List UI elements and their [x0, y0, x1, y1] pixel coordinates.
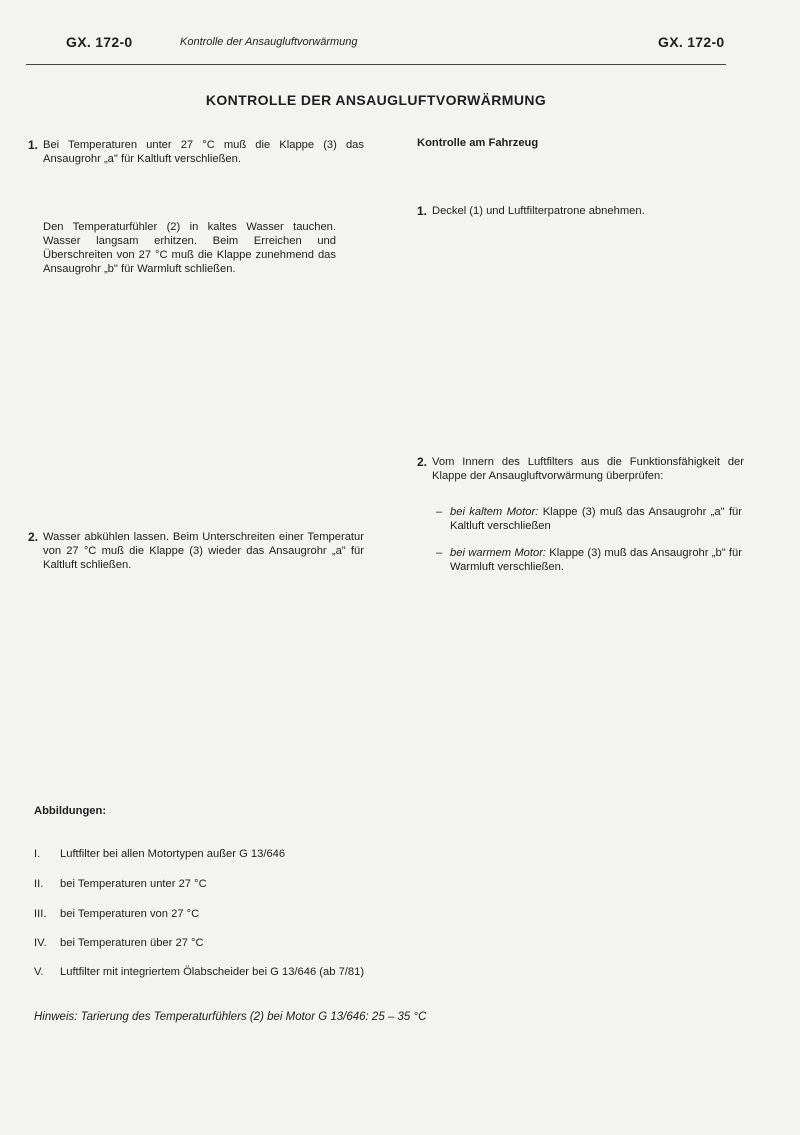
page-title: KONTROLLE DER ANSAUGLUFTVORWÄRMUNG: [205, 92, 547, 108]
right-step-2: [417, 455, 744, 483]
right-heading: Kontrolle am Fahrzeug: [417, 137, 539, 149]
right-step-1-number: 1.: [417, 204, 428, 218]
bullet-dash: –: [436, 547, 443, 559]
bullet-cold-label: bei kaltem Motor:: [450, 506, 539, 518]
hint-note: Hinweis: Tarierung des Temperaturfühlers (2) bei Motor G 13/646: 25 – 35 °C: [34, 1011, 427, 1023]
header-code-right: GX. 172-0: [658, 34, 725, 50]
left-step-1: [28, 138, 364, 166]
left-step-1-number: 1.: [28, 138, 39, 152]
right-step-1: [417, 204, 752, 218]
figure-item-4: [34, 937, 204, 949]
figure-item-1: [34, 848, 285, 860]
bullet-warm-label: bei warmem Motor:: [450, 547, 547, 559]
header-code-left: GX. 172-0: [66, 34, 133, 50]
figure-text: Luftfilter mit integriertem Ölabscheider bei G 13/646 (ab 7/81): [60, 966, 365, 978]
bullet-dash: –: [436, 506, 443, 518]
right-step-1-text: Deckel (1) und Luftfilterpatrone abnehmen.: [432, 205, 645, 217]
left-step-2-text: Wasser abkühlen lassen. Beim Unterschreiten einer Temperatur von 27 °C muß die Klappe (3) wieder das Ansaugrohr „a" für Kaltluft schließen.: [43, 531, 364, 571]
figure-roman: III.: [34, 908, 47, 920]
left-paragraph-heating: Den Temperaturfühler (2) in kaltes Wasser tauchen. Wasser langsam erhitzen. Beim Erreichen und Überschreiten von 27 °C muß die Klappe zunehmend das Ansaugrohr „b" für Warmluft schließen.: [43, 221, 336, 275]
header-rule: [26, 64, 726, 65]
figure-item-2: [34, 878, 207, 890]
figure-item-3: [34, 908, 199, 920]
figure-text: bei Temperaturen über 27 °C: [60, 937, 204, 949]
left-step-2: [28, 530, 364, 572]
figure-roman: II.: [34, 878, 44, 890]
left-step-2-number: 2.: [28, 530, 39, 544]
right-step-2-text: Vom Innern des Luftfilters aus die Funktionsfähigkeit der Klappe der Ansaugluftvorwärmung überprüfen:: [432, 456, 744, 482]
bullet-cold-engine: [436, 505, 742, 533]
bullet-warm-text: Klappe (3) muß das Ansaugrohr „b" für Warmluft verschließen.: [450, 547, 742, 573]
bullet-warm-engine: [436, 546, 742, 574]
figure-roman: I.: [34, 848, 41, 860]
left-step-1-text: Bei Temperaturen unter 27 °C muß die Klappe (3) das Ansaugrohr „a" für Kaltluft verschließen.: [43, 139, 364, 165]
figure-text: bei Temperaturen von 27 °C: [60, 908, 200, 920]
figure-item-5: [34, 966, 364, 978]
right-step-2-number: 2.: [417, 455, 428, 469]
figure-roman: V.: [34, 966, 44, 978]
figures-heading: Abbildungen:: [34, 805, 107, 817]
figure-text: bei Temperaturen unter 27 °C: [60, 878, 207, 890]
figure-roman: IV.: [34, 937, 47, 949]
bullet-cold-text: Klappe (3) muß das Ansaugrohr „a" für Kaltluft verschließen: [450, 506, 743, 532]
header-subtitle: Kontrolle der Ansaugluftvorwärmung: [180, 36, 358, 48]
figure-text: Luftfilter bei allen Motortypen außer G 13/646: [60, 848, 286, 860]
